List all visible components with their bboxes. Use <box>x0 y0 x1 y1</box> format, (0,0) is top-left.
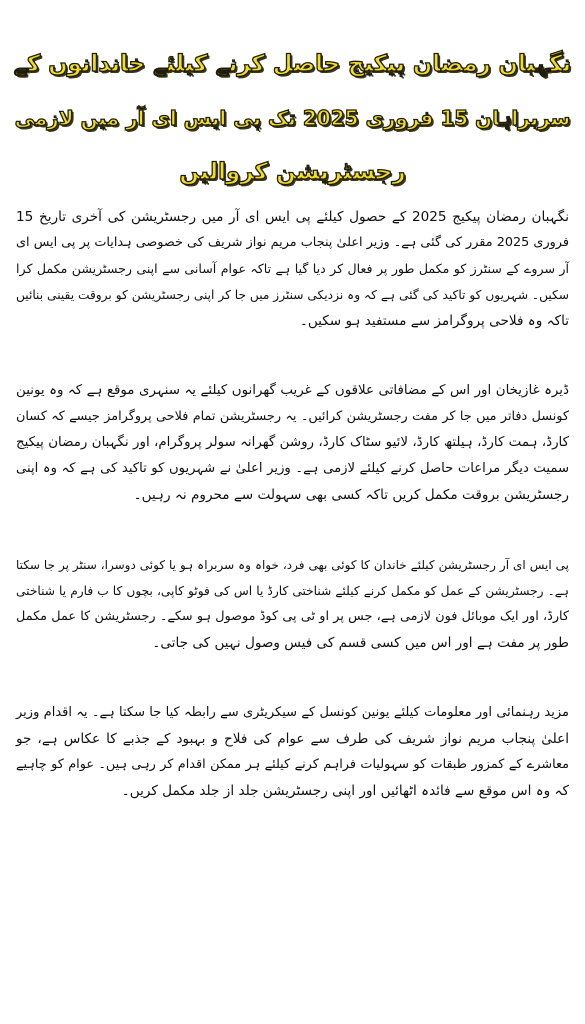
headline-line: نگہبان رمضان پیکیج حاصل کرنے کیلئے خاندانوں کے <box>13 51 571 78</box>
text-line: ڈیرہ غازیخان اور اس کے مضافاتی علاقوں کے غریب گھرانوں کیلئے یہ سنہری موقع ہے کہ وہ یونین <box>16 383 569 398</box>
text-line: کہ وہ اس موقع سے فائدہ اٹھائیں اور اپنی رجسٹریشن جلد از جلد مکمل کریں۔ <box>121 783 569 799</box>
text-line: کونسل دفاتر میں جا کر مفت رجسٹریشن کرائیں۔ یہ رجسٹریشن تمام فلاحی پروگرامز جیسے کہ کسان <box>16 409 569 424</box>
text-line: رجسٹریشن بروقت مکمل کریں تاکہ کسی بھی سہولت سے محروم نہ رہیں۔ <box>133 487 569 503</box>
text-line: مزید رہنمائی اور معلومات کیلئے یونین کونسل کے سیکریٹری سے رابطہ کیا جا سکتا ہے۔ یہ اقدام وزیر <box>16 705 569 720</box>
paragraph-dera-ghazi-khan <box>16 378 569 508</box>
headline-line: سربراہان 15 فروری 2025 تک پی ایس ای آر میں لازمی <box>14 106 571 131</box>
text-line: معاشرے کے کمزور طبقات کو سہولیات فراہم کرنے کیلئے ہر ممکن اقدام کر رہی ہیں۔ عوام کو چاہیے <box>16 757 569 772</box>
text-line: کارڈ، اور ایک موبائل فون لازمی ہے، جس پر او ٹی پی کوڈ موصول ہو سکے۔ رجسٹریشن کا عمل مکمل <box>16 609 569 624</box>
paragraph-guidance-contact <box>16 700 569 804</box>
paragraph-required-documents <box>16 552 569 656</box>
text-line: اعلیٰ پنجاب مریم نواز شریف کی طرف سے عوام کی فلاح و بہبود کے جذبے کا عکاس ہے، جو <box>16 731 569 747</box>
text-line: فروری 2025 مقرر کی گئی ہے۔ وزیر اعلیٰ پنجاب مریم نواز شریف کی خصوصی ہدایات پر پی ایس ای <box>16 235 569 250</box>
headline-line: رجسٹریشن کروالیں <box>179 159 406 186</box>
text-line: کارڈ، ہمت کارڈ، ہیلتھ کارڈ، لائیو سٹاک کارڈ، روشن گھرانہ سولر پروگرام، اور نگہبان رمضان پیکیج <box>16 435 569 450</box>
text-line: نگہبان رمضان پیکیج 2025 کے حصول کیلئے پی ایس ای آر میں رجسٹریشن کی آخری تاریخ 15 <box>16 209 569 225</box>
text-line: پی ایس ای آر رجسٹریشن کیلئے خاندان کا کوئی بھی فرد، خواہ وہ سربراہ ہو یا کوئی دوسرا، سنٹر پر جا سکتا <box>16 558 569 572</box>
text-line: طور پر مفت ہے اور اس میں کسی قسم کی فیس وصول نہیں کی جاتی۔ <box>152 635 569 651</box>
text-line: آر سروے کے سنٹرز کو مکمل طور پر فعال کر دیا گیا ہے تاکہ عوام آسانی سے اپنی رجسٹریشن مکمل کرا <box>16 261 569 276</box>
text-line: سکیں۔ شہریوں کو تاکید کی گئی ہے کہ وہ نزدیکی سنٹرز میں جا کر اپنی رجسٹریشن کو بروقت یقینی بنائیں <box>16 288 569 302</box>
article-body <box>16 204 569 848</box>
text-line: تاکہ وہ فلاحی پروگرامز سے مستفید ہو سکیں۔ <box>299 313 569 329</box>
paragraph-registration-deadline <box>16 204 569 334</box>
text-line: سمیت دیگر مراعات حاصل کرنے کیلئے لازمی ہے۔ وزیر اعلیٰ نے شہریوں کو تاکید کی ہے کہ وہ اپنی <box>16 461 569 476</box>
headline <box>14 37 571 199</box>
text-line: ہے۔ رجسٹریشن کے عمل کو مکمل کرنے کیلئے شناختی کارڈ یا اس کی فوٹو کاپی، بچوں کا ب فارم یا شناختی <box>16 584 569 598</box>
